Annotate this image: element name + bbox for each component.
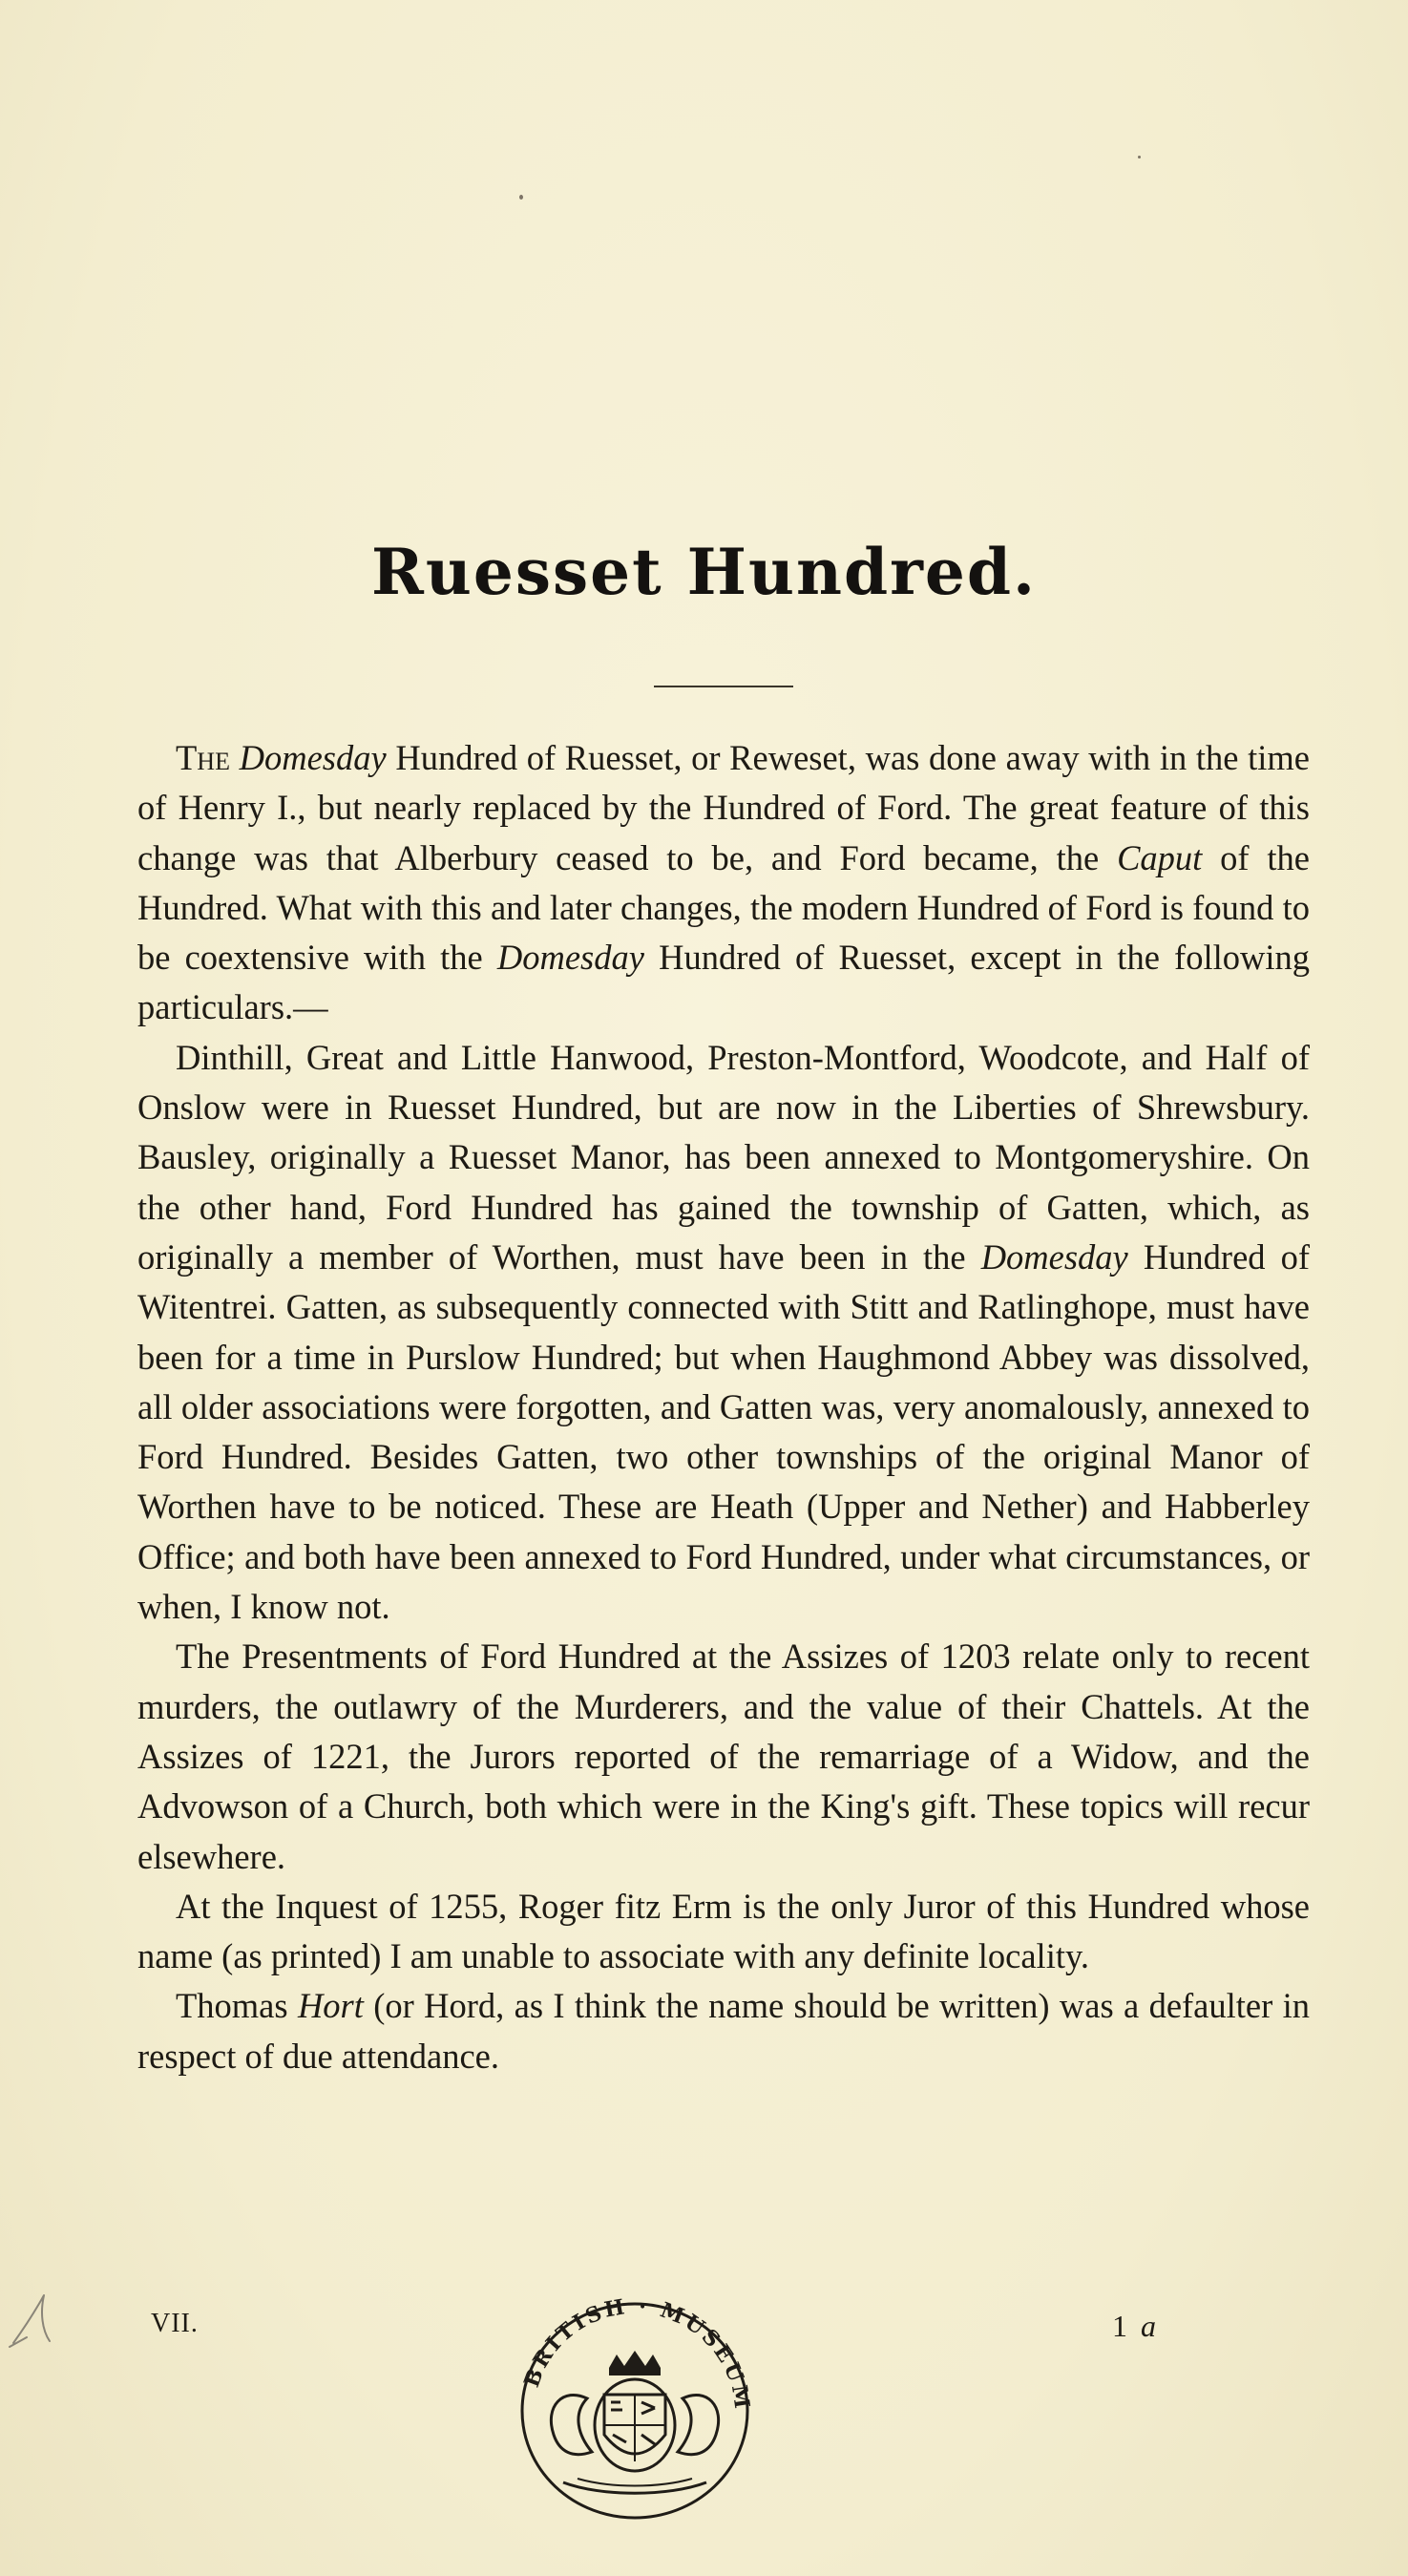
- text-span: Thomas: [176, 1986, 298, 2026]
- paragraph-2: [137, 1033, 1310, 1633]
- italic-term: Domesday: [496, 938, 644, 978]
- paragraph-4: At the Inquest of 1255, Roger fitz Erm is the only Juror of this Hundred whose name (as printed) I am unable to associate with any definite locality.: [137, 1886, 1310, 1976]
- section-title: Ruesset Hundred.: [371, 535, 1037, 609]
- ink-speck: [1138, 156, 1141, 158]
- paragraph-5: [137, 1981, 1310, 2081]
- signature-letter: a: [1141, 2309, 1156, 2343]
- text-span: Dinthill, Great and Little Hanwood, Preston-Montford, Woodcote, and Half of Onslow were in Ruesset Hundred, but are now in the Liberties of Shrewsbury. Bausley, originally a Ruesset Manor, has been annexed to Montgomeryshire. On the other hand, Ford Hundred has gained the township of Gatten, which, as originally a member of Worthen, must have been in the: [137, 1037, 1310, 1277]
- printer-signature: [1112, 2309, 1156, 2344]
- italic-term: Hort: [297, 1986, 364, 2026]
- ink-speck: [519, 195, 523, 200]
- text-span: Hundred of Witentrei. Gatten, as subsequently connected with Stitt and Ratlinghope, must have been for a time in Purslow Hundred; but when Haughmond Abbey was dissolved, all older associations were forgotten, and Gatten was, very anomalously, annexed to Ford Hundred. Besides Gatten, two other townships of the original Manor of Worthen have to be noticed. These are Heath (Upper and Nether) and Habberley Office; and both have been annexed to Ford Hundred, under what circumstances, or when, I know not.: [137, 1236, 1310, 1627]
- text-span: [230, 738, 240, 777]
- signature-number: 1: [1112, 2309, 1127, 2343]
- paragraph-lead-word: The: [176, 738, 230, 777]
- italic-term: Domesday: [980, 1236, 1128, 1277]
- italic-term: Caput: [1117, 837, 1203, 877]
- text-span: of the Hundred. What with this and later changes, the modern Hundred of Ford is found to be coextensive with the: [137, 837, 1310, 978]
- paragraph-3: The Presentments of Ford Hundred at the Assizes of 1203 relate only to recent murders, the outlawry of the Murderers, and the value of their Chattels. At the Assizes of 1221, the Jurors reported of the remarriage of a Widow, and the Advowson of a Church, both which were in the King's gift. These topics will recur elsewhere.: [137, 1636, 1310, 1876]
- text-span: Hundred of Ruesset, or Reweset, was done away with in the time of Henry I., but nearly replaced by the Hundred of Ford. The great feature of this change was that Alberbury ceased to be, and Ford became, the: [137, 738, 1310, 877]
- text-span: Hundred of Ruesset, except in the following particulars.—: [137, 938, 1310, 1027]
- italic-term: Domesday: [239, 738, 387, 777]
- paragraph-1: [137, 733, 1310, 1033]
- text-span: (or Hord, as I think the name should be written) was a defaulter in respect of due attendance.: [137, 1986, 1310, 2076]
- volume-number: VII.: [151, 2309, 199, 2338]
- svg-text:BRITISH · MUSEUM: BRITISH · MUSEUM: [519, 2293, 755, 2414]
- body-text: [137, 733, 1310, 2081]
- british-museum-stamp-icon: [496, 2291, 773, 2521]
- title-divider: [654, 686, 793, 687]
